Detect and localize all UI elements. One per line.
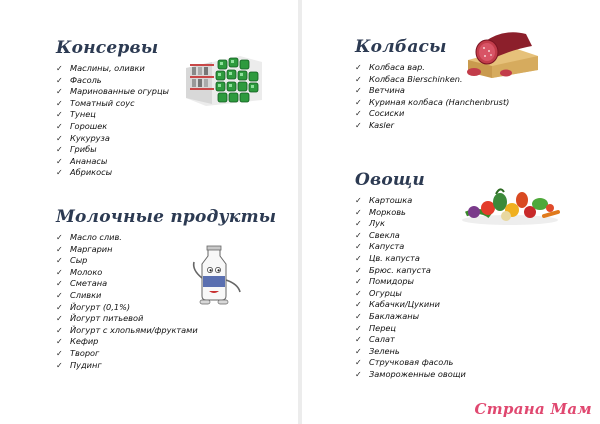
checkmark-icon: ✓ (355, 277, 362, 287)
checkmark-icon: ✓ (56, 337, 63, 347)
checkmark-icon: ✓ (56, 145, 63, 155)
list-item (355, 108, 509, 120)
checkmark-icon: ✓ (355, 242, 362, 252)
checkmark-icon: ✓ (56, 348, 63, 358)
checkmark-icon: ✓ (355, 311, 362, 321)
list-item-label: Кабачки/Цукини (369, 299, 440, 310)
vegetables-title: Овощи (355, 170, 425, 190)
checkmark-icon: ✓ (355, 219, 362, 229)
list-item (355, 120, 509, 132)
list-item-label: Сметана (70, 278, 108, 289)
list-item (56, 86, 169, 98)
list-item (56, 360, 276, 372)
list-item (56, 109, 169, 121)
list-item-label: Морковь (369, 206, 406, 217)
list-item (355, 85, 509, 97)
checkmark-icon: ✓ (56, 244, 63, 254)
checkmark-icon: ✓ (56, 279, 63, 289)
list-item (355, 265, 466, 277)
list-item-label: Молоко (70, 266, 103, 277)
list-item-label: Огурцы (369, 287, 402, 298)
checkmark-icon: ✓ (355, 323, 362, 333)
checkmark-icon: ✓ (355, 253, 362, 263)
list-item (56, 133, 169, 145)
list-item-label: Маслины, оливки (70, 63, 145, 73)
list-item (56, 75, 169, 87)
vegetables-icon (460, 186, 560, 226)
list-item-label: Брюс. капуста (369, 264, 431, 275)
checkmark-icon: ✓ (355, 346, 362, 356)
list-item-label: Капуста (369, 241, 405, 252)
checkmark-icon: ✓ (56, 121, 63, 131)
list-item-label: Фасоль (70, 74, 102, 85)
list-item-label: Творог (70, 347, 100, 358)
checkmark-icon: ✓ (56, 87, 63, 97)
list-item-label: Йогурт (0,1%) (70, 301, 131, 312)
list-item-label: Пудинг (70, 359, 102, 370)
list-item-label: Грибы (70, 144, 97, 155)
list-item (56, 348, 276, 360)
checkmark-icon: ✓ (56, 75, 63, 85)
canned-section (56, 38, 169, 179)
list-item (355, 253, 466, 265)
list-item-label: Ананасы (70, 155, 108, 166)
dairy-title: Молочные продукты (56, 207, 277, 227)
list-item (56, 98, 169, 110)
list-item-label: Колбаса вар. (369, 62, 425, 72)
checkmark-icon: ✓ (355, 97, 362, 107)
checkmark-icon: ✓ (56, 290, 63, 300)
checkmark-icon: ✓ (56, 110, 63, 120)
checkmark-icon: ✓ (355, 196, 362, 205)
checkmark-icon: ✓ (56, 156, 63, 166)
sausages-title: Колбасы (355, 37, 447, 57)
list-item (56, 167, 169, 179)
checkmark-icon: ✓ (56, 64, 63, 73)
list-item-label: Стручковая фасоль (369, 357, 454, 368)
list-item-label: Помидоры (369, 276, 414, 287)
checkmark-icon: ✓ (355, 369, 362, 379)
list-item (355, 323, 466, 335)
checkmark-icon: ✓ (56, 98, 63, 108)
list-item (355, 369, 466, 381)
checkmark-icon: ✓ (355, 230, 362, 240)
list-item-label: Сосиски (369, 108, 405, 119)
list-item-label: Йогурт питьевой (70, 313, 144, 324)
canned-list (56, 63, 169, 179)
checkmark-icon: ✓ (355, 288, 362, 298)
canned-title: Консервы (56, 38, 159, 58)
checkmark-icon: ✓ (56, 314, 63, 324)
list-item-label: Йогурт с хлопьями/фруктами (70, 324, 198, 335)
checkmark-icon: ✓ (355, 74, 362, 84)
checkmark-icon: ✓ (56, 168, 63, 178)
list-item-label: Зелень (369, 345, 400, 356)
list-item-label: Лук (369, 218, 385, 229)
watermark-logo: Страна Мам (474, 400, 592, 418)
milk-bottle-icon (186, 244, 250, 306)
list-item (56, 156, 169, 168)
checkmark-icon: ✓ (355, 265, 362, 275)
checkmark-icon: ✓ (355, 335, 362, 345)
list-item (355, 311, 466, 323)
list-item (355, 218, 466, 230)
checkmark-icon: ✓ (56, 267, 63, 277)
list-item-label: Куриная колбаса (Hanchenbrust) (369, 96, 510, 107)
list-item (355, 97, 509, 109)
list-item (56, 144, 169, 156)
list-item-label: Баклажаны (369, 310, 420, 321)
list-item-label: Масло слив. (70, 232, 122, 242)
list-item (56, 313, 276, 325)
list-item (355, 334, 466, 346)
checkmark-icon: ✓ (355, 109, 362, 119)
list-item (56, 232, 276, 244)
list-item-label: Цв. капуста (369, 252, 420, 263)
list-item-label: Кукуруза (70, 132, 110, 143)
list-item (355, 357, 466, 369)
list-item-label: Ветчина (369, 85, 405, 96)
checkmark-icon: ✓ (56, 133, 63, 143)
list-item-label: Томатный соус (70, 97, 135, 108)
vegetables-section (355, 170, 466, 381)
list-item (56, 336, 276, 348)
vegetables-list (355, 195, 466, 381)
checkmark-icon: ✓ (56, 360, 63, 370)
list-item-label: Тунец (70, 109, 96, 120)
list-item (355, 288, 466, 300)
checkmark-icon: ✓ (355, 358, 362, 368)
list-item-label: Горошек (70, 120, 108, 131)
list-item (355, 230, 466, 242)
list-item-label: Сыр (70, 255, 88, 266)
list-item (56, 325, 276, 337)
list-item (355, 276, 466, 288)
list-item (355, 207, 466, 219)
list-item (56, 63, 169, 75)
list-item-label: Kasler (369, 119, 395, 130)
list-item-label: Салат (369, 334, 395, 345)
list-item-label: Маргарин (70, 243, 113, 254)
list-item-label: Картошка (369, 195, 413, 205)
list-item-label: Абрикосы (70, 167, 113, 178)
list-item (56, 121, 169, 133)
checkmark-icon: ✓ (355, 207, 362, 217)
sausage-icon (462, 26, 540, 78)
canned-goods-icon (182, 52, 264, 108)
checkmark-icon: ✓ (56, 256, 63, 266)
list-item-label: Маринованные огурцы (70, 86, 170, 97)
list-item (355, 299, 466, 311)
list-item (355, 241, 466, 253)
list-item-label: Колбаса Bierschinken. (369, 73, 463, 84)
list-item-label: Замороженные овощи (369, 368, 466, 379)
checkmark-icon: ✓ (355, 300, 362, 310)
checkmark-icon: ✓ (355, 63, 362, 72)
checkmark-icon: ✓ (56, 233, 63, 242)
checkmark-icon: ✓ (56, 302, 63, 312)
list-item (355, 346, 466, 358)
list-item-label: Кефир (70, 336, 99, 347)
list-item (355, 195, 466, 207)
list-item-label: Сливки (70, 289, 102, 300)
checkmark-icon: ✓ (355, 86, 362, 96)
checkmark-icon: ✓ (56, 325, 63, 335)
list-item-label: Свекла (369, 229, 400, 240)
checkmark-icon: ✓ (355, 120, 362, 130)
list-item-label: Перец (369, 322, 397, 333)
